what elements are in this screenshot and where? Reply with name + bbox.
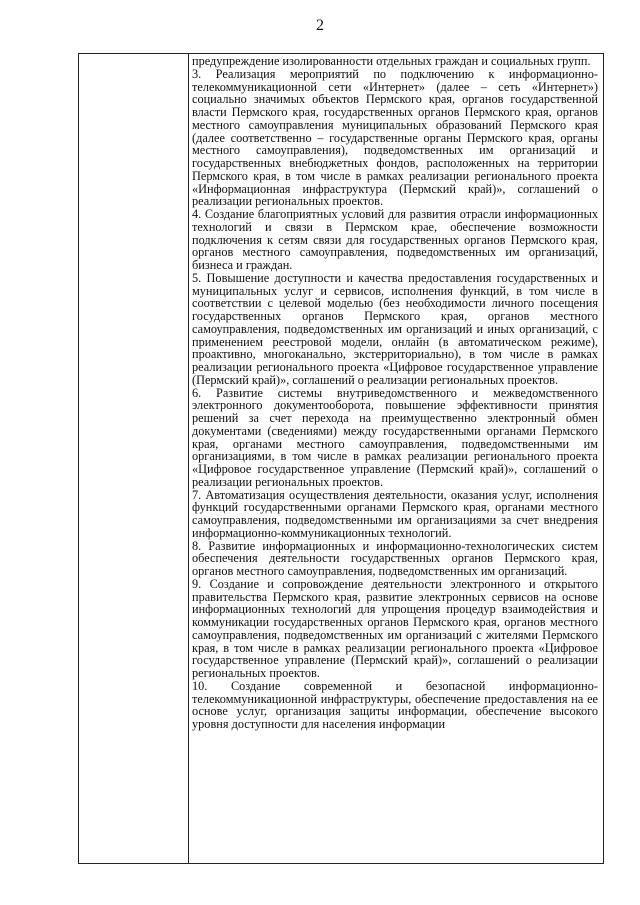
paragraph-item-4: 4. Создание благоприятных условий для развития отрасли информационных технологий и связи в Пермском крае, обеспечение возможности подключения к сетям связи для государственных органов Пермского края, органов местного самоуправления, подведомственных им организаций, бизнеса и граждан. — [192, 207, 598, 272]
paragraph-item-7: 7. Автоматизация осуществления деятельности, оказания услуг, исполнения функций государственными органами Пермского края, органами местного самоуправления, подведомственными им организациями за счет внедрения информационно-коммуникационных технологий. — [192, 487, 598, 540]
paragraph-item-6: 6. Развитие системы внутриведомственного и межведомственного электронного документооборота, повышение эффективности принятия решений за счет перехода на преимущественно электронный обмен документами (сведениями) между государственными органами Пермского края, органами местного самоуправления, подведомственными им организациями, в том числе в рамках реализации регионального проекта «Цифровое государственное управление (Пермский край)», соглашений о реализации региональных проектов. — [192, 385, 598, 489]
paragraph-item-9: 9. Создание и сопровождение деятельности электронного и открытого правительства Пермского края, развитие электронных сервисов на основе информационных технологий для упрощения процедур взаимодействия и коммуникации государственных органов Пермского края, органов местного самоуправления, подведомственных им организаций с жителями Пермского края, в том числе в рамках реализации регионального проекта «Цифровое государственное управление (Пермский край)», соглашений о реализации региональных проектов. — [192, 576, 598, 680]
paragraph-item-10: 10. Создание современной и безопасной информационно-телекоммуникационной инфраструктуры, обеспечение предоставления на ее основе услуг, организация защиты информации, обеспечение высокого уровня доступности для населения информации — [192, 678, 598, 731]
paragraph-item-5: 5. Повышение доступности и качества предоставления государственных и муниципальных услуг и сервисов, исполнения функций, в том числе в соответствии с целевой моделью (без необходимости личного посещения государственных органов Пермского края, органов местного самоуправления, подведомственных им организаций и иных организаций, с применением реестровой модели, онлайн (в автоматическом режиме), проактивно, многоканально, экстерриториально), в том числе в рамках реализации регионального проекта «Цифровое государственное управление (Пермский край)», соглашений о реализации региональных проектов. — [192, 270, 598, 387]
document-table — [78, 53, 604, 864]
table-right-column — [189, 54, 603, 863]
paragraph-item-8: 8. Развитие информационных и информационно-технологических систем обеспечения деятельности государственных органов Пермского края, органов местного самоуправления, подведомственных им организаций. — [192, 538, 598, 578]
paragraph-group-warning: предупреждение изолированности отдельных граждан и социальных групп. — [192, 54, 591, 68]
page-number: 2 — [316, 17, 324, 34]
table-left-column — [79, 54, 189, 863]
paragraph-item-3: 3. Реализация мероприятий по подключению к информационно-телекоммуникационной сети «Интернет» (далее – сеть «Интернет») социально значимых объектов Пермского края, органов государственной власти Пермского края, государственных органов Пермского края, органов местного самоуправления муниципальных образований Пермского края (далее соответственно – государственные органы Пермского края, органы местного самоуправления), подведомственных им организаций и государственных внебюджетных фондов, расположенных на территории Пермского края, в том числе в рамках реализации регионального проекта «Информационная инфраструктура (Пермский край)», соглашений о реализации региональных проектов. — [192, 66, 598, 209]
